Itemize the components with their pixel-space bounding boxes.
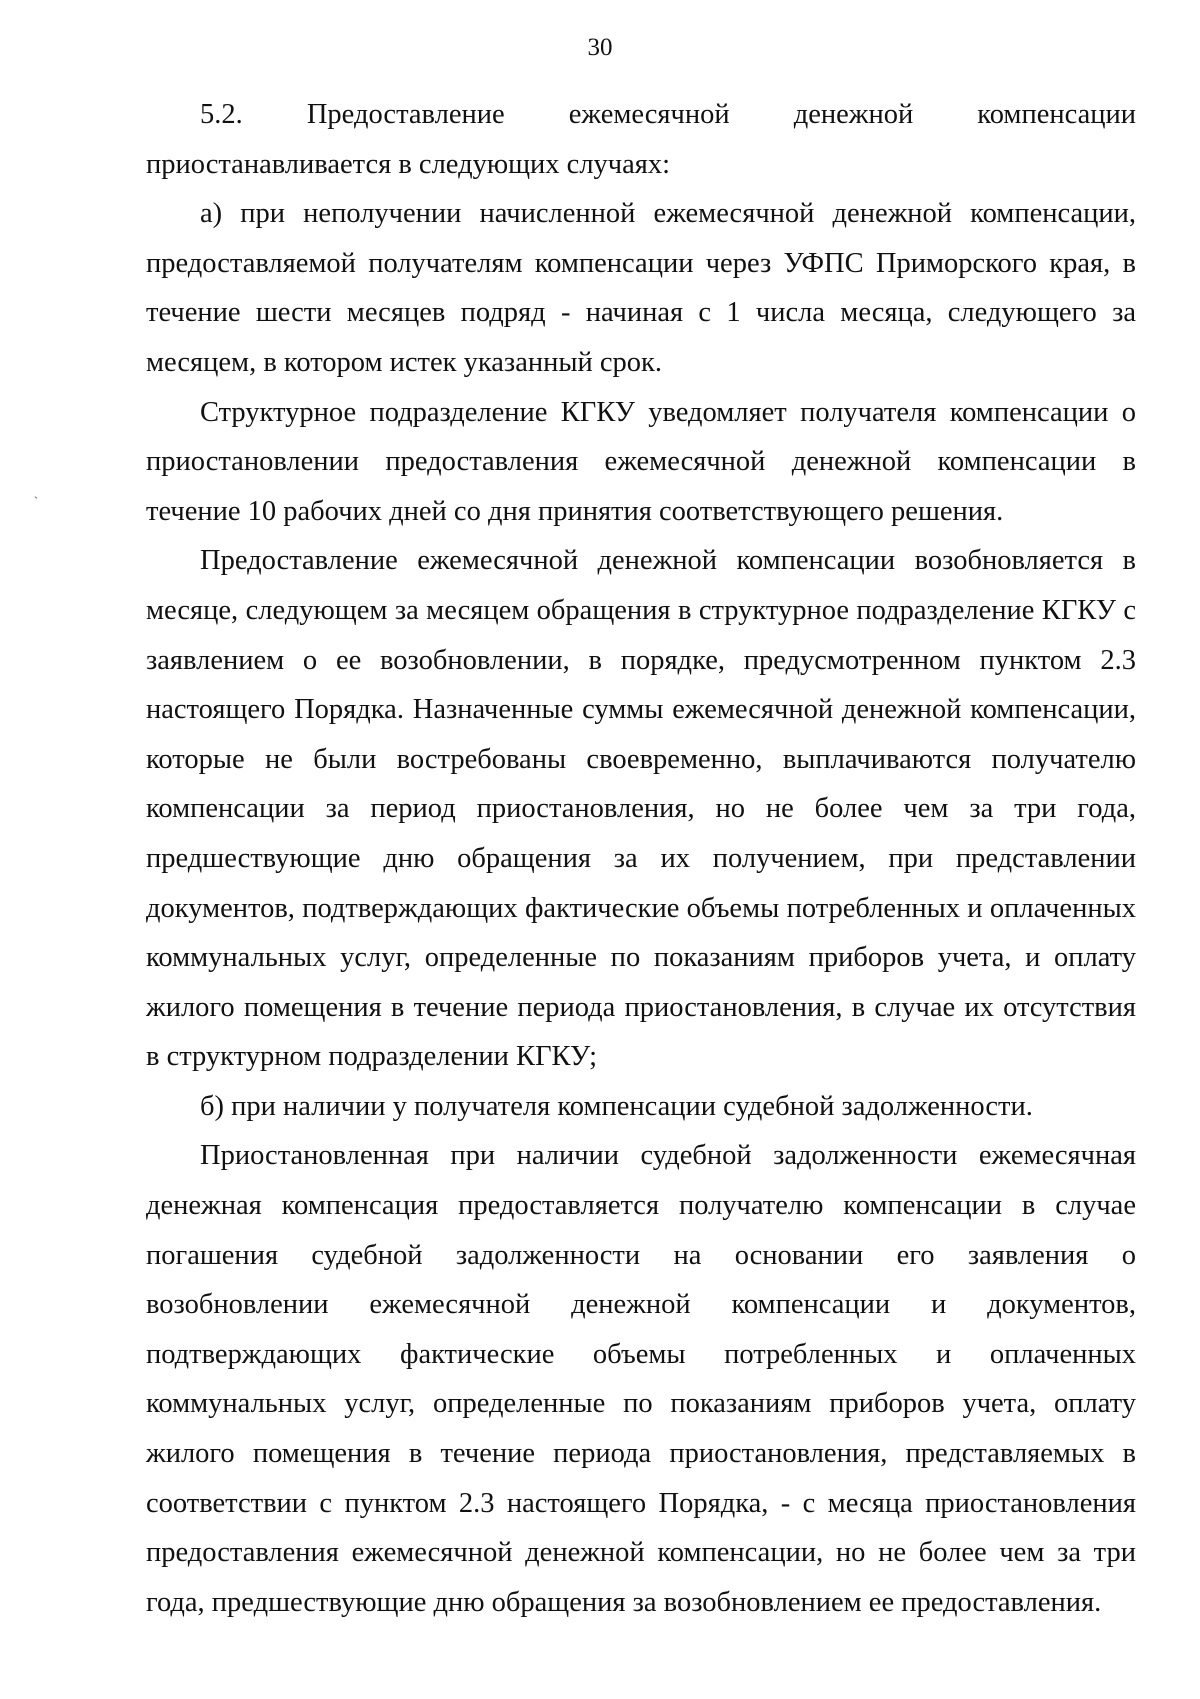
scan-mark: ˎ xyxy=(34,485,38,499)
paragraph-subclause-b: б) при наличии у получателя компенсации судебной задолженности. xyxy=(200,1090,1033,1122)
paragraph-clause-5-2: 5.2. Предоставление ежемесячной денежной компенсации приостанавливается в следующих случаях: xyxy=(146,99,1136,180)
paragraph-court-debt-resumption: Приостановленная при наличии судебной задолженности ежемесячная денежная компенсация предоставляется получателю компенсации в случае погашения судебной задолженности на основании его заявления о возобновлении ежемесячной денежной компенсации и документов, подтверждающих фактические объемы потребленных и оплаченных коммунальных услуг, определенные по показаниям приборов учета, оплату жилого помещения в течение периода приостановления, представляемых в соответствии с пунктом 2.3 настоящего Порядка, - с месяца приостановления предоставления ежемесячной денежной компенсации, но не более чем за три года, предшествующие дню обращения за возобновлением ее предоставления. xyxy=(146,1140,1136,1618)
paragraph-notification: Структурное подразделение КГКУ уведомляет получателя компенсации о приостановлении предоставления ежемесячной денежной компенсации в течение 10 рабочих дней со дня принятия соответствующего решения. xyxy=(146,396,1136,527)
paragraph-subclause-a: а) при неполучении начисленной ежемесячной денежной компенсации, предоставляемой получателям компенсации через УФПС Приморского края, в течение шести месяцев подряд - начиная с 1 числа месяца, следующего за месяцем, в котором истек указанный срок. xyxy=(146,198,1136,378)
page-number: 30 xyxy=(587,34,613,61)
paragraph-resumption: Предоставление ежемесячной денежной компенсации возобновляется в месяце, следующем за месяцем обращения в структурное подразделение КГКУ с заявлением о ее возобновлении, в порядке, предусмотренном пунктом 2.3 настоящего Порядка. Назначенные суммы ежемесячной денежной компенсации, которые не были востребованы своевременно, выплачиваются получателю компенсации за период приостановления, но не более чем за три года, предшествующие дню обращения за их получением, при представлении документов, подтверждающих фактические объемы потребленных и оплаченных коммунальных услуг, определенные по показаниям приборов учета, и оплату жилого помещения в течение периода приостановления, в случае их отсутствия в структурном подразделении КГКУ; xyxy=(146,545,1136,1073)
document-body xyxy=(146,90,1136,1627)
